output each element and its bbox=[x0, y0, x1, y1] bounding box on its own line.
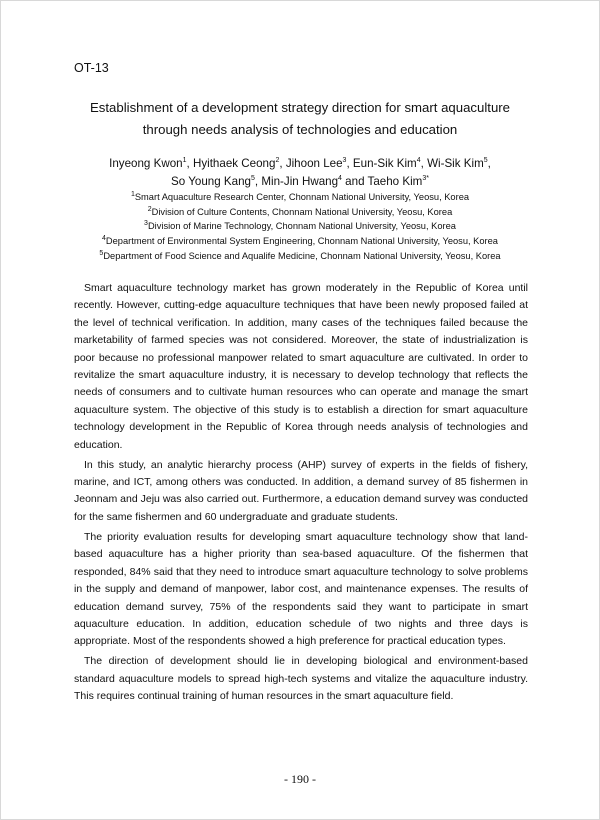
affiliation-item bbox=[60, 190, 540, 205]
author-affiliation-mark: 5 bbox=[483, 157, 488, 165]
author-name: Hyithaek Ceong bbox=[192, 157, 276, 170]
affiliation-mark: 1 bbox=[130, 190, 135, 198]
affiliation-text: Department of Food Science and Aqualife Medicine, Chonnam National University, Yeosu, Korea bbox=[103, 250, 501, 261]
abstract-paragraph: The priority evaluation results for developing smart aquaculture technology show that land-based aquaculture has a higher priority than sea-based aquaculture. Of the fishermen that responded, 84% said that they need to introduce smart aquaculture technology to solve problems in the supply and demand of manpower, labor cost, and maintenance expenses. The results of education demand survey, 75% of the respondents said they want to participate in smart aquaculture education. In addition, education schedule of two nights and three days is appropriate. Most of the respondents showed a high preference for practical education types. bbox=[74, 530, 528, 648]
page-number: - 190 - bbox=[284, 772, 316, 786]
author-affiliation-mark: 4 bbox=[338, 175, 342, 183]
author-separator: , bbox=[254, 175, 262, 188]
affiliation-item bbox=[60, 249, 540, 264]
author-separator: , bbox=[487, 157, 491, 170]
affiliation-mark: 2 bbox=[147, 205, 152, 213]
affiliation-text: Department of Environmental System Engineering, Chonnam National University, Yeosu, Korea bbox=[105, 236, 498, 247]
affiliation-item bbox=[60, 234, 540, 249]
affiliation-list bbox=[60, 190, 540, 264]
affiliation-item bbox=[60, 205, 540, 220]
author-name: So Young Kang bbox=[171, 175, 251, 188]
affiliation-text: Division of Culture Contents, Chonnam National University, Yeosu, Korea bbox=[151, 206, 453, 217]
paper-title bbox=[60, 97, 540, 141]
abstract-paragraph: Smart aquaculture technology market has grown moderately in the Republic of Korea until recently. However, cutting-edge aquaculture techniques that have been newly proposed failed at the level of technical verification. In addition, many cases of the techniques failed because the marketability of farmed species was not considered. Moreover, the state of industrialization is poor because no professional manpower related to smart aquaculture are cultivated. In order to revitalize the smart aquaculture industry, it is necessary to develop technology that reflects the needs of consumers and to cultivate human resources who can operate and manage the smart aquaculture system. The objective of this study is to establish a direction for smart aquaculture technology development in the Republic of Korea through needs analysis of technologies and education. bbox=[74, 282, 528, 451]
author-separator: , bbox=[279, 157, 286, 170]
abstract-paragraph: The direction of development should lie in developing biological and environment-based standard aquaculture models to spread high-tech systems and vitalize the aquaculture industry. This requires continual training of human resources in the smart aquaculture field. bbox=[74, 655, 528, 703]
author-name: Eun-Sik Kim bbox=[352, 157, 417, 170]
author-name: Inyeong Kwon bbox=[109, 157, 183, 170]
author-name: Jihoon Lee bbox=[285, 157, 343, 170]
affiliation-text: Division of Marine Technology, Chonnam National University, Yeosu, Korea bbox=[147, 221, 456, 232]
author-affiliation-mark: 3 bbox=[342, 157, 347, 165]
author-affiliation-mark: 2 bbox=[275, 157, 280, 165]
title-line-1: Establishment of a development strategy direction for smart aquaculture bbox=[89, 100, 511, 115]
affiliation-mark: 5 bbox=[99, 249, 104, 257]
author-separator: , bbox=[420, 157, 428, 170]
author-separator: , bbox=[346, 157, 353, 170]
author-separator: and bbox=[341, 175, 368, 188]
author-affiliation-mark: 5 bbox=[251, 175, 255, 183]
author-name: Wi-Sik Kim bbox=[427, 157, 484, 170]
affiliation-mark: 3 bbox=[144, 220, 148, 228]
affiliation-item bbox=[60, 219, 540, 234]
author-affiliation-mark: 1 bbox=[182, 157, 187, 165]
abstract-paragraph: In this study, an analytic hierarchy process (AHP) survey of experts in the fields of fishery, marine, and ICT, among others was conducted. In addition, a demand survey of 85 fishermen in Jeonnam and Jeju was also carried out. Furthermore, a education demand survey was conducted for the same fishermen and 60 undergraduate and graduate students. bbox=[74, 458, 528, 523]
author-separator: , bbox=[186, 157, 193, 170]
abstract-body bbox=[74, 280, 528, 708]
session-code: OT-13 bbox=[74, 61, 109, 75]
title-line-2: through needs analysis of technologies and education bbox=[142, 122, 458, 137]
author-line-2 bbox=[60, 173, 540, 191]
affiliation-mark: 4 bbox=[102, 235, 106, 243]
author-line-1 bbox=[60, 155, 540, 173]
author-affiliation-mark: 4 bbox=[416, 157, 421, 165]
author-name: Taeho Kim bbox=[367, 175, 423, 188]
author-name: Min-Jin Hwang bbox=[261, 175, 339, 188]
author-affiliation-mark: 3* bbox=[422, 175, 429, 183]
affiliation-text: Smart Aquaculture Research Center, Chonnam National University, Yeosu, Korea bbox=[134, 192, 470, 202]
author-list bbox=[60, 155, 540, 191]
